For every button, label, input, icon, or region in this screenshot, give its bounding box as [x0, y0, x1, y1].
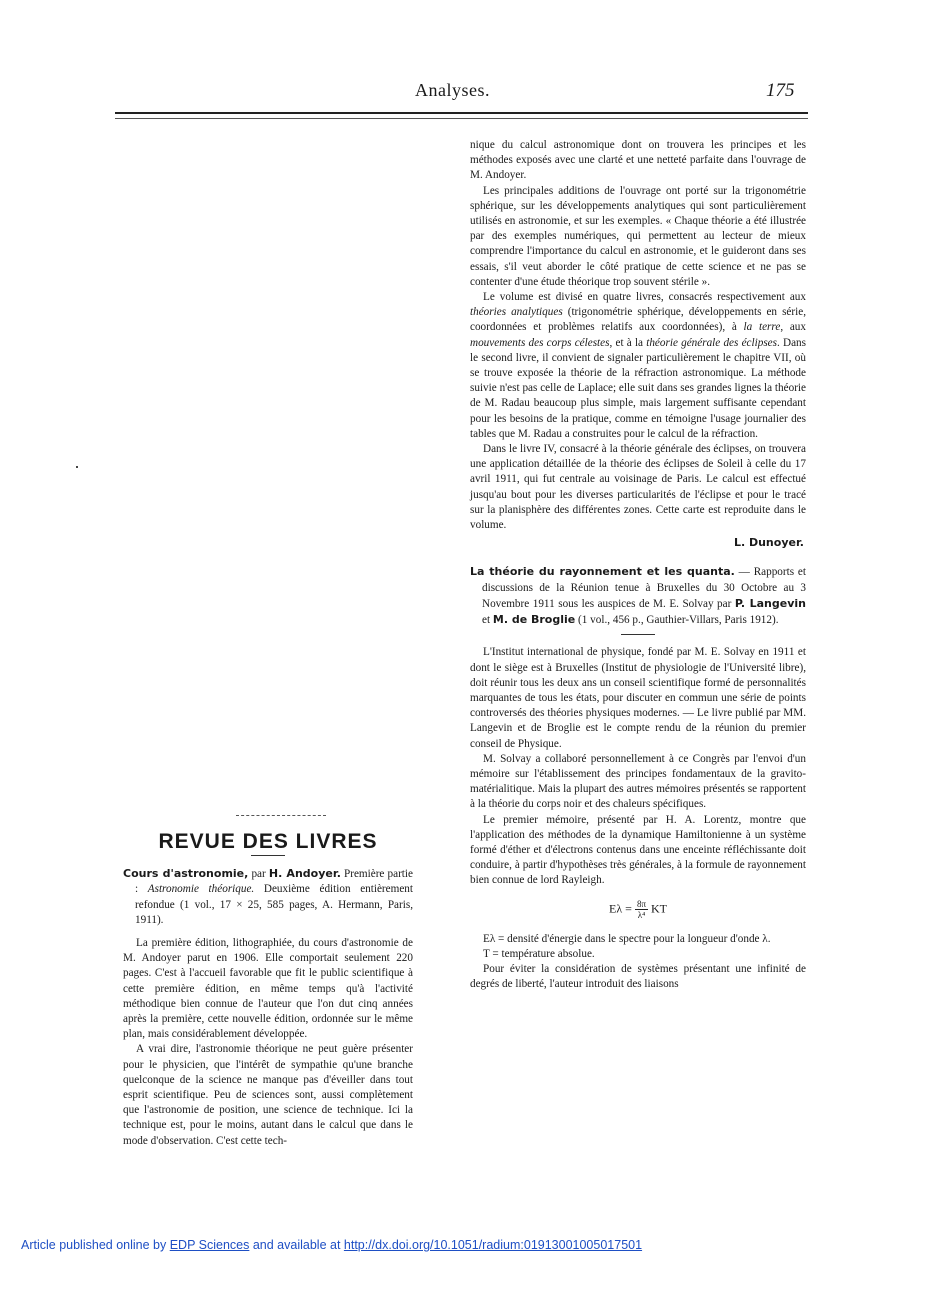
scan-speck — [76, 466, 78, 468]
left-column — [123, 830, 413, 1149]
paragraph: nique du calcul astronomique dont on trouvera les principes et les méthodes exposés avec une clarté et une netteté parfaite dans l'ouvrage de M. Andoyer. — [470, 139, 806, 182]
paragraph-volume-structure: Le volume est divisé en quatre livres, consacrés respectivement aux théories analytiques (trigonométrie sphérique, développements en série, coordonnées et problèmes relatifs aux coordonnées), à la terre, aux mouvements des corps célestes, et à la théorie générale des éclipses. Dans le second livre, il convient de signaler particulièrement le chapitre VII, où se trouve exposée la théorie de la réfraction astronomique. La méthode suivie n'est pas celle de Laplace; elle suit dans ses grandes lignes la théorie de M. Radau beaucoup plus simple, mais largement suffisante cependant pour les besoins de la pratique, comme en témoigne l'usage journalier des tables que M. Radau a construites pour le calcul de la réfraction. — [470, 291, 807, 440]
doi-link[interactable]: http://dx.doi.org/10.1051/radium:01913001005017501 — [343, 1238, 643, 1252]
paragraph: Pour éviter la considération de systèmes présentant une infinité de degrés de liberté, l'auteur introduit des liaisons — [470, 962, 806, 991]
heading-divider — [251, 855, 285, 856]
book-entry-header: La théorie du rayonnement et les quanta. — Rapports et discussions de la Réunion tenue à Bruxelles du 30 Octobre au 3 Novembre 1911 sous les auspices de M. E. Solvay par P. Langevin et M. de Broglie (1 vol., 456 p., Gauthier-Villars, Paris 1912). — [470, 565, 806, 627]
book-entry-header: Cours d'astronomie, par H. Andoyer. Première partie : Astronomie théorique. Deuxième édition entièrement refondue (1 vol., 17 × 25, 585 pages, A. Hermann, Paris, 1911). — [123, 867, 413, 926]
paragraph: Le premier mémoire, présenté par H. A. Lorentz, montre que l'application des méthodes de la dynamique Hamiltonienne à un système formé d'éther et d'électrons contenus dans une enceinte réfléchissante doit conduire, à partir d'hypothèses très générales, à la formule de rayonnement bien connue de lord Rayleigh. — [470, 813, 806, 887]
header-rule-thin — [115, 118, 808, 119]
right-column — [470, 138, 806, 992]
section-divider — [236, 815, 326, 816]
page-number: 175 — [766, 80, 795, 101]
paragraph: T = température absolue. — [483, 947, 595, 960]
publisher-link[interactable]: EDP Sciences — [169, 1238, 250, 1252]
review-signature: L. Dunoyer. — [733, 536, 804, 550]
paragraph: A vrai dire, l'astronomie théorique ne peut guère présenter pour le physicien, que l'intérêt de sympathie qu'une branche quelconque de la science ne manque pas d'éveiller dans tout esprit scientifique. Peu de sciences sont, aussi complètement que l'astronomie de position, une science de technique. Ici la technique est, pour le moins, autant dans le calcul que dans le mode d'observation. C'est cette tech- — [123, 1043, 413, 1147]
paragraph: La première édition, lithographiée, du cours d'astronomie de M. Andoyer parut en 1906. Elle comportait seulement 220 pages. C'est à l'accueil favorable que fit le public scientifique à cette première édition, en même temps qu'à l'activité méthodique bien connue de l'auteur que l'on dut cinq années après la première, cette nouvelle édition, ordonnée sur le même plan, mais considérablement développée. — [123, 937, 413, 1041]
header-rule-thick — [115, 112, 808, 114]
paragraph: M. Solvay a collaboré personnellement à ce Congrès par l'envoi d'un mémoire sur l'établissement des principes fondamentaux de la gravito-matérialitique. Mais la plupart des autres mémoires présentés se rapportent à la théorie du corps noir et des chaleurs spécifiques. — [470, 752, 806, 811]
paragraph: L'Institut international de physique, fondé par M. E. Solvay en 1911 et dont le siège est à Bruxelles (Institut de physiologie de l'Université libre), doit réunir tous les deux ans un conseil scientifique formé de personnalités marquantes de tous les états, pour discuter en commun une série de points controversés des théories physiques modernes. — Le livre publié par MM. Langevin et de Broglie est le compte rendu de la réunion du premier conseil de Physique. — [470, 646, 806, 750]
section-heading: REVUE DES LIVRES — [158, 830, 378, 853]
formula-fraction: $\frac{8\pi}{\text{λ⁴}}$ — [636, 898, 646, 920]
rayleigh-formula: Eλ = $\frac{8\pi}{\text{λ⁴}}$ KT — [609, 898, 667, 920]
paragraph: Eλ = densité d'énergie dans le spectre pour la longueur d'onde λ. — [483, 932, 771, 945]
publication-footer: Article published online by EDP Sciences and available at http://dx.doi.org/10.1051/radium:01913001005017501 — [21, 1238, 643, 1252]
paragraph: Dans le livre IV, consacré à la théorie générale des éclipses, on trouvera une application détaillée de la théorie des éclipses de Soleil à celle du 17 avril 1911, qui fut centrale au voisinage de Paris. Le calcul est effectué jusqu'au bout pour les diverses particularités de l'éclipse et pour le tracé sur la planisphère des différentes zones. Cette carte est reproduite dans le volume. — [470, 443, 806, 532]
entry-divider — [621, 634, 655, 635]
running-header-title: Analyses. — [415, 80, 490, 100]
paragraph: Les principales additions de l'ouvrage ont porté sur la trigonométrie sphérique, sur les développements analytiques qui sont particulièrement utilisés en astronomie, et sur les exemples. « Chaque théorie a été illustrée par des exemples numériques, qui permettent au lecteur de mieux comprendre l'importance du calcul en astronomie, et le guideront dans ses essais, s'il veut aborder le côté pratique de cette science et ne pas se contenter d'une étude théorique trop souvent stérile ». — [470, 184, 806, 288]
